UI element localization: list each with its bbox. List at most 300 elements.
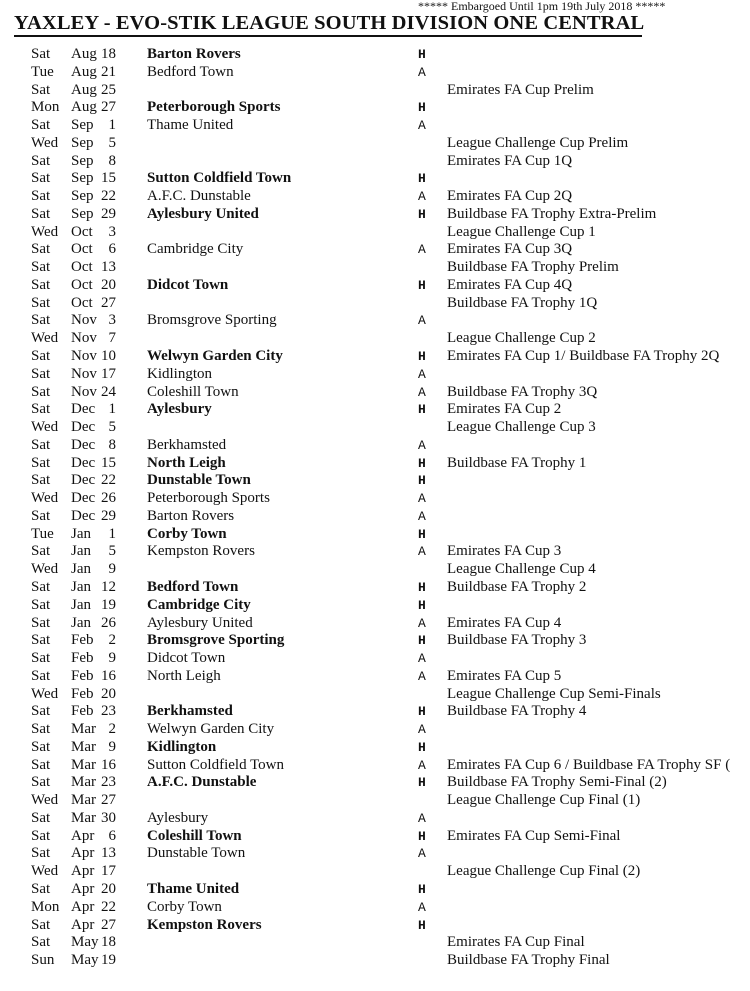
fixture-competition: Buildbase FA Trophy 3Q (447, 383, 598, 400)
fixture-date: 29 (101, 507, 116, 524)
fixture-day: Sat (31, 845, 51, 862)
fixture-day: Sat (31, 117, 51, 134)
fixture-date: 13 (101, 259, 116, 276)
fixture-month: Sep (71, 188, 94, 205)
fixture-row (0, 686, 750, 704)
fixture-day: Sat (31, 152, 51, 169)
fixture-month: Apr (71, 845, 95, 862)
fixture-venue: H (418, 739, 426, 755)
fixture-opponent: Didcot Town (147, 276, 229, 293)
fixture-venue: A (418, 118, 426, 134)
fixture-month: Oct (71, 259, 93, 276)
fixture-opponent: Coleshill Town (147, 383, 239, 400)
fixture-row (0, 188, 750, 206)
fixture-date: 26 (101, 614, 116, 631)
fixture-opponent: Berkhamsted (147, 436, 227, 453)
fixture-row (0, 543, 750, 561)
fixture-opponent: Peterborough Sports (147, 99, 281, 116)
fixture-opponent: Aylesbury (147, 401, 212, 418)
fixture-month: Oct (71, 294, 93, 311)
fixture-venue: A (418, 615, 426, 631)
fixture-opponent: Corby Town (147, 525, 227, 542)
fixture-competition: Buildbase FA Trophy 1Q (447, 294, 598, 311)
fixture-day: Wed (31, 490, 59, 507)
fixture-venue: H (418, 704, 426, 720)
fixture-month: Aug (71, 81, 97, 98)
fixture-date: 27 (101, 916, 116, 933)
fixture-row (0, 170, 750, 188)
fixture-day: Sat (31, 436, 51, 453)
fixture-competition: Buildbase FA Trophy Final (447, 952, 610, 969)
fixture-list (0, 46, 750, 970)
fixture-competition: Buildbase FA Trophy Semi-Final (2) (447, 774, 667, 791)
fixture-competition: Emirates FA Cup 4Q (447, 276, 573, 293)
fixture-date: 2 (108, 721, 116, 738)
fixture-row (0, 845, 750, 863)
fixture-date: 20 (101, 880, 116, 897)
fixture-month: Dec (71, 401, 96, 418)
fixture-date: 16 (101, 667, 116, 684)
fixture-month: Nov (71, 330, 97, 347)
fixture-competition: Emirates FA Cup 4 (447, 614, 562, 631)
fixture-opponent: Welwyn Garden City (147, 348, 283, 365)
fixture-row (0, 810, 750, 828)
fixture-day: Sat (31, 880, 51, 897)
fixture-opponent: Kempston Rovers (147, 543, 255, 560)
fixture-opponent: Barton Rovers (147, 507, 235, 524)
fixture-row (0, 934, 750, 952)
fixture-row (0, 348, 750, 366)
fixture-day: Wed (31, 330, 59, 347)
fixture-venue: H (418, 917, 426, 933)
fixture-month: Sep (71, 205, 94, 222)
fixture-date: 1 (108, 525, 116, 542)
fixture-date: 19 (101, 952, 116, 969)
fixture-month: Mar (71, 792, 96, 809)
fixture-date: 3 (108, 223, 116, 240)
fixture-row (0, 561, 750, 579)
fixture-row (0, 899, 750, 917)
fixture-day: Sat (31, 507, 51, 524)
fixture-venue: A (418, 544, 426, 560)
fixture-month: Mar (71, 721, 96, 738)
fixture-month: Jan (71, 578, 91, 595)
fixture-day: Wed (31, 419, 59, 436)
fixture-row (0, 863, 750, 881)
fixture-row (0, 917, 750, 935)
fixture-competition: Emirates FA Cup Semi-Final (447, 827, 621, 844)
fixture-day: Sat (31, 916, 51, 933)
fixture-venue: A (418, 722, 426, 738)
fixture-venue: H (418, 828, 426, 844)
fixture-row (0, 526, 750, 544)
fixture-month: Aug (71, 46, 97, 62)
fixture-date: 27 (101, 99, 116, 116)
fixture-day: Sat (31, 667, 51, 684)
fixture-row (0, 46, 750, 64)
page-title: YAXLEY - EVO-STIK LEAGUE SOUTH DIVISION ONE CENTRAL (14, 12, 645, 34)
fixture-day: Wed (31, 685, 59, 702)
fixture-day: Wed (31, 792, 59, 809)
fixture-row (0, 828, 750, 846)
fixture-opponent: Sutton Coldfield Town (147, 756, 285, 773)
fixture-month: Dec (71, 490, 96, 507)
fixture-venue: H (418, 402, 426, 418)
fixture-day: Sat (31, 721, 51, 738)
fixture-opponent: Peterborough Sports (147, 490, 270, 507)
fixture-date: 9 (108, 738, 116, 755)
fixture-opponent: Dunstable Town (147, 472, 251, 489)
fixture-venue: A (418, 189, 426, 205)
fixture-date: 3 (108, 312, 116, 329)
fixture-opponent: Aylesbury United (147, 614, 253, 631)
fixture-day: Sat (31, 188, 51, 205)
fixture-day: Sat (31, 614, 51, 631)
fixture-competition: Buildbase FA Trophy 1 (447, 454, 587, 471)
fixture-row (0, 259, 750, 277)
fixture-day: Tue (31, 63, 54, 80)
fixture-opponent: A.F.C. Dunstable (147, 188, 251, 205)
fixture-venue: H (418, 100, 426, 116)
fixture-row (0, 206, 750, 224)
fixture-competition: Emirates FA Cup 3Q (447, 241, 573, 258)
fixture-month: Oct (71, 241, 93, 258)
fixture-day: Sat (31, 703, 51, 720)
fixture-competition: League Challenge Cup 4 (447, 561, 596, 578)
fixture-row (0, 437, 750, 455)
fixture-row (0, 615, 750, 633)
fixture-month: Apr (71, 827, 95, 844)
fixture-competition: Buildbase FA Trophy 2 (447, 578, 587, 595)
fixture-opponent: Aylesbury United (147, 205, 259, 222)
fixture-venue: A (418, 668, 426, 684)
fixture-opponent: Kidlington (147, 365, 213, 382)
fixture-day: Sat (31, 276, 51, 293)
fixture-date: 23 (101, 774, 116, 791)
fixture-venue: A (418, 508, 426, 524)
fixture-row (0, 774, 750, 792)
fixture-date: 17 (101, 863, 116, 880)
fixture-day: Sat (31, 312, 51, 329)
fixture-date: 2 (108, 632, 116, 649)
fixture-day: Sat (31, 454, 51, 471)
fixture-venue: A (418, 384, 426, 400)
fixture-month: Nov (71, 312, 97, 329)
fixture-row (0, 330, 750, 348)
fixture-row (0, 419, 750, 437)
fixture-date: 5 (108, 543, 116, 560)
fixture-venue: A (418, 491, 426, 507)
fixture-competition: Buildbase FA Trophy 3 (447, 632, 587, 649)
fixture-opponent: Bedford Town (147, 63, 234, 80)
fixture-month: Dec (71, 454, 96, 471)
fixture-row (0, 703, 750, 721)
fixture-date: 27 (101, 294, 116, 311)
fixture-competition: Buildbase FA Trophy Prelim (447, 259, 619, 276)
fixture-opponent: A.F.C. Dunstable (147, 774, 257, 791)
fixture-competition: League Challenge Cup Prelim (447, 134, 629, 151)
fixture-competition: League Challenge Cup 1 (447, 223, 596, 240)
fixture-venue: H (418, 277, 426, 293)
fixture-venue: A (418, 846, 426, 862)
fixture-month: Jan (71, 561, 91, 578)
fixture-competition: Emirates FA Cup 1/ Buildbase FA Trophy 2Q (447, 348, 720, 365)
fixture-month: Oct (71, 276, 93, 293)
fixture-venue: H (418, 579, 426, 595)
fixture-month: Apr (71, 916, 95, 933)
fixture-venue: A (418, 64, 426, 80)
fixture-month: Dec (71, 472, 96, 489)
fixture-row (0, 952, 750, 970)
fixture-competition: Emirates FA Cup 2Q (447, 188, 573, 205)
fixture-row (0, 312, 750, 330)
fixture-date: 26 (101, 490, 116, 507)
fixture-date: 12 (101, 578, 116, 595)
fixture-venue: H (418, 597, 426, 613)
fixture-date: 7 (108, 330, 116, 347)
fixture-row (0, 721, 750, 739)
fixture-month: Nov (71, 383, 97, 400)
fixture-date: 29 (101, 205, 116, 222)
fixture-venue: H (418, 881, 426, 897)
fixture-date: 6 (108, 241, 116, 258)
fixture-date: 1 (108, 401, 116, 418)
fixture-date: 15 (101, 170, 116, 187)
fixture-day: Wed (31, 561, 59, 578)
fixture-day: Sat (31, 756, 51, 773)
fixture-day: Sat (31, 383, 51, 400)
fixture-opponent: Kempston Rovers (147, 916, 262, 933)
fixture-competition: Emirates FA Cup Final (447, 934, 585, 951)
fixture-row (0, 224, 750, 242)
fixture-row (0, 455, 750, 473)
fixture-month: Apr (71, 880, 95, 897)
fixture-day: Wed (31, 134, 59, 151)
fixture-opponent: Kidlington (147, 738, 217, 755)
fixture-row (0, 117, 750, 135)
fixture-day: Sat (31, 259, 51, 276)
fixture-month: Aug (71, 99, 97, 116)
fixture-month: Mar (71, 756, 96, 773)
fixture-venue: A (418, 899, 426, 915)
fixture-month: Feb (71, 667, 94, 684)
fixture-venue: A (418, 366, 426, 382)
fixture-day: Wed (31, 223, 59, 240)
fixture-row (0, 508, 750, 526)
fixture-row (0, 295, 750, 313)
fixture-date: 5 (108, 134, 116, 151)
fixture-row (0, 668, 750, 686)
fixture-venue: H (418, 47, 426, 62)
fixture-month: Jan (71, 596, 91, 613)
fixture-day: Sat (31, 738, 51, 755)
fixture-date: 20 (101, 685, 116, 702)
fixture-month: Sep (71, 134, 94, 151)
fixture-row (0, 739, 750, 757)
fixture-venue: H (418, 171, 426, 187)
fixture-date: 30 (101, 809, 116, 826)
fixture-date: 10 (101, 348, 116, 365)
fixture-venue: H (418, 349, 426, 365)
fixture-day: Wed (31, 863, 59, 880)
fixture-date: 17 (101, 365, 116, 382)
fixture-day: Sat (31, 650, 51, 667)
fixture-row (0, 632, 750, 650)
fixture-day: Sat (31, 578, 51, 595)
fixture-date: 22 (101, 472, 116, 489)
fixture-row (0, 881, 750, 899)
fixture-row (0, 277, 750, 295)
fixture-date: 21 (101, 63, 116, 80)
fixture-opponent: Welwyn Garden City (147, 721, 275, 738)
fixture-date: 23 (101, 703, 116, 720)
fixture-day: Sat (31, 827, 51, 844)
fixture-row (0, 401, 750, 419)
fixture-date: 24 (101, 383, 116, 400)
fixture-month: Mar (71, 809, 96, 826)
fixture-competition: Buildbase FA Trophy 4 (447, 703, 587, 720)
fixture-month: May (71, 934, 99, 951)
fixture-venue: H (418, 206, 426, 222)
fixture-day: Sat (31, 401, 51, 418)
fixture-competition: Emirates FA Cup Prelim (447, 81, 594, 98)
fixture-row (0, 241, 750, 259)
fixture-day: Sat (31, 632, 51, 649)
fixture-opponent: Berkhamsted (147, 703, 233, 720)
fixture-day: Tue (31, 525, 54, 542)
fixture-month: Dec (71, 419, 96, 436)
fixture-month: Feb (71, 650, 94, 667)
fixture-day: Mon (31, 898, 60, 915)
fixture-date: 6 (108, 827, 116, 844)
fixture-month: Feb (71, 703, 94, 720)
fixture-month: Sep (71, 152, 94, 169)
fixture-date: 9 (108, 650, 116, 667)
fixture-venue: A (418, 437, 426, 453)
fixture-venue: H (418, 775, 426, 791)
fixture-day: Sat (31, 46, 51, 62)
fixture-opponent: Sutton Coldfield Town (147, 170, 292, 187)
fixture-date: 18 (101, 46, 116, 62)
fixture-opponent: Bedford Town (147, 578, 239, 595)
fixture-month: Nov (71, 348, 97, 365)
fixture-opponent: Bromsgrove Sporting (147, 312, 277, 329)
fixture-day: Sun (31, 952, 55, 969)
fixture-month: Sep (71, 117, 94, 134)
fixture-day: Sat (31, 809, 51, 826)
fixture-date: 20 (101, 276, 116, 293)
fixture-day: Sat (31, 348, 51, 365)
fixture-day: Sat (31, 934, 51, 951)
fixture-date: 9 (108, 561, 116, 578)
fixture-date: 8 (108, 436, 116, 453)
fixture-row (0, 82, 750, 100)
fixture-date: 5 (108, 419, 116, 436)
fixture-opponent: Aylesbury (147, 809, 209, 826)
fixture-month: Jan (71, 614, 91, 631)
fixture-date: 15 (101, 454, 116, 471)
fixture-date: 22 (101, 188, 116, 205)
fixture-venue: A (418, 242, 426, 258)
fixture-venue: H (418, 473, 426, 489)
fixture-date: 22 (101, 898, 116, 915)
fixture-competition: Buildbase FA Trophy Extra-Prelim (447, 205, 657, 222)
fixture-month: Jan (71, 525, 91, 542)
fixture-row (0, 597, 750, 615)
fixture-opponent: Thame United (147, 880, 240, 897)
fixture-row (0, 366, 750, 384)
fixture-opponent: Corby Town (147, 898, 222, 915)
fixture-month: Jan (71, 543, 91, 560)
fixture-row (0, 384, 750, 402)
fixture-venue: H (418, 526, 426, 542)
fixture-month: Mar (71, 774, 96, 791)
fixture-row (0, 490, 750, 508)
fixture-date: 18 (101, 934, 116, 951)
fixture-opponent: Bromsgrove Sporting (147, 632, 285, 649)
fixture-month: Oct (71, 223, 93, 240)
fixture-month: Mar (71, 738, 96, 755)
fixture-date: 8 (108, 152, 116, 169)
fixture-month: May (71, 952, 99, 969)
fixture-row (0, 792, 750, 810)
fixture-competition: Emirates FA Cup 5 (447, 667, 562, 684)
fixture-competition: League Challenge Cup 3 (447, 419, 596, 436)
fixture-month: Feb (71, 632, 94, 649)
fixture-day: Sat (31, 596, 51, 613)
fixture-row (0, 579, 750, 597)
fixture-month: Apr (71, 863, 95, 880)
fixture-venue: H (418, 633, 426, 649)
fixture-competition: League Challenge Cup Final (2) (447, 863, 641, 880)
fixture-month: Sep (71, 170, 94, 187)
fixture-opponent: Thame United (147, 117, 234, 134)
fixture-date: 1 (108, 117, 116, 134)
fixture-date: 25 (101, 81, 116, 98)
fixture-venue: A (418, 810, 426, 826)
fixture-date: 19 (101, 596, 116, 613)
fixture-day: Sat (31, 365, 51, 382)
fixture-day: Sat (31, 472, 51, 489)
fixture-row (0, 135, 750, 153)
fixture-date: 16 (101, 756, 116, 773)
fixture-day: Sat (31, 774, 51, 791)
fixture-day: Sat (31, 543, 51, 560)
fixture-month: Nov (71, 365, 97, 382)
fixture-venue: H (418, 455, 426, 471)
fixture-opponent: North Leigh (147, 454, 226, 471)
fixture-opponent: Cambridge City (147, 241, 244, 258)
title-underline (14, 35, 642, 37)
fixture-row (0, 99, 750, 117)
fixture-competition: Emirates FA Cup 1Q (447, 152, 573, 169)
fixture-day: Sat (31, 294, 51, 311)
fixture-opponent: North Leigh (147, 667, 221, 684)
fixture-month: Aug (71, 63, 97, 80)
fixture-day: Sat (31, 81, 51, 98)
fixture-competition: Emirates FA Cup 3 (447, 543, 562, 560)
fixture-opponent: Barton Rovers (147, 46, 241, 62)
fixture-competition: League Challenge Cup 2 (447, 330, 596, 347)
fixture-row (0, 472, 750, 490)
fixture-row (0, 650, 750, 668)
fixture-month: Dec (71, 507, 96, 524)
fixture-competition: League Challenge Cup Semi-Finals (447, 685, 661, 702)
fixture-day: Mon (31, 99, 60, 116)
fixture-opponent: Cambridge City (147, 596, 251, 613)
fixture-day: Sat (31, 205, 51, 222)
fixture-month: Dec (71, 436, 96, 453)
